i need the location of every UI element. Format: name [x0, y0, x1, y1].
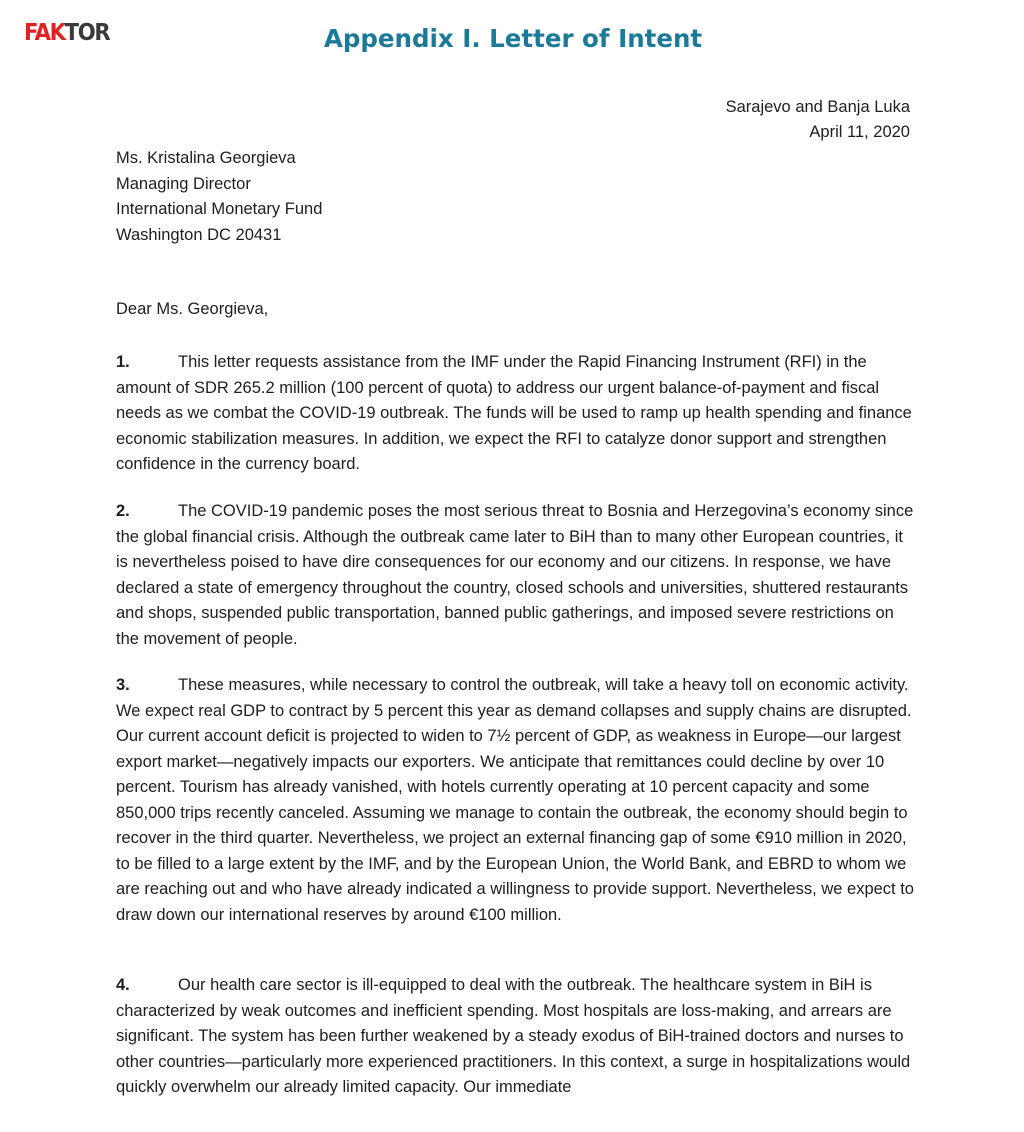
recipient-organization: International Monetary Fund — [116, 200, 323, 218]
paragraph-number: 3. — [116, 676, 130, 694]
paragraph-number: 1. — [116, 353, 130, 371]
paragraph-text: The COVID-19 pandemic poses the most serious threat to Bosnia and Herzegovina’s economy since the global financial crisis. Although the outbreak came later to BiH than to many other European countries, it is nevertheless poised to have dire consequences for our economy and our citizens. In response, we have declared a state of emergency throughout the country, closed schools and universities, shuttered restaurants and shops, suspended public transportation, banned public gatherings, and imposed severe restrictions on the movement of people. — [116, 502, 914, 648]
recipient-name: Ms. Kristalina Georgieva — [116, 149, 296, 167]
recipient-position: Managing Director — [116, 174, 251, 193]
paragraph-text: Our health care sector is ill-equipped to deal with the outbreak. The healthcare system in BiH is characterized by weak outcomes and inefficient spending. Most hospitals are loss-making, and arrears are significant. The system has been further weakened by a steady exodus of BiH-trained doctors and nurses to other countries—particularly more experienced practitioners. In this context, a surge in hospitalizations would quickly overwhelm our already limited capacity. Our immediate — [116, 976, 911, 1096]
letter-place: Sarajevo and Banja Luka — [725, 98, 910, 116]
page-title: Appendix I. Letter of Intent — [323, 24, 703, 53]
letter-date: April 11, 2020 — [809, 123, 910, 141]
place-date-block — [726, 95, 910, 145]
paragraph-4 — [116, 973, 916, 1101]
paragraph-3 — [116, 673, 916, 928]
salutation: Dear Ms. Georgieva, — [116, 300, 269, 318]
paragraph-text: This letter requests assistance from the IMF under the Rapid Financing Instrument (RFI) in the amount of SDR 265.2 million (100 percent of quota) to address our urgent balance-of-payment and fiscal needs as we combat the COVID-19 outbreak. The funds will be used to ramp up health spending and finance economic stabilization measures. In addition, we expect the RFI to catalyze donor support and strengthen confidence in the currency board. — [116, 353, 912, 473]
paragraph-1 — [116, 350, 916, 478]
paragraph-number: 2. — [116, 502, 130, 520]
paragraph-number: 4. — [116, 976, 130, 994]
paragraph-text: These measures, while necessary to control the outbreak, will take a heavy toll on economic activity. We expect real GDP to contract by 5 percent this year as demand collapses and supply chains are disrupted. Our current account deficit is projected to widen to 7½ percent of GDP, as weakness in Europe—our largest export market—negatively impacts our exporters. We anticipate that remittances could decline by over 10 percent. Tourism has already vanished, with hotels currently operating at 10 percent capacity and some 850,000 trips recently canceled. Assuming we manage to contain the outbreak, the economy should begin to recover in the third quarter. Nevertheless, we project an external financing gap of some €910 million in 2020, to be filled to a large extent by the IMF, and by the European Union, the World Bank, and EBRD to whom we are reaching out and who have already indicated a willingness to provide support. Nevertheless, we expect to draw down our international reserves by around €100 million. — [116, 676, 914, 924]
recipient-address-line: Washington DC 20431 — [116, 225, 282, 244]
logo-part-dark: TOR — [64, 20, 110, 46]
paragraph-2 — [116, 499, 916, 652]
logo-part-red: FAK — [24, 20, 65, 46]
recipient-address — [116, 146, 322, 248]
